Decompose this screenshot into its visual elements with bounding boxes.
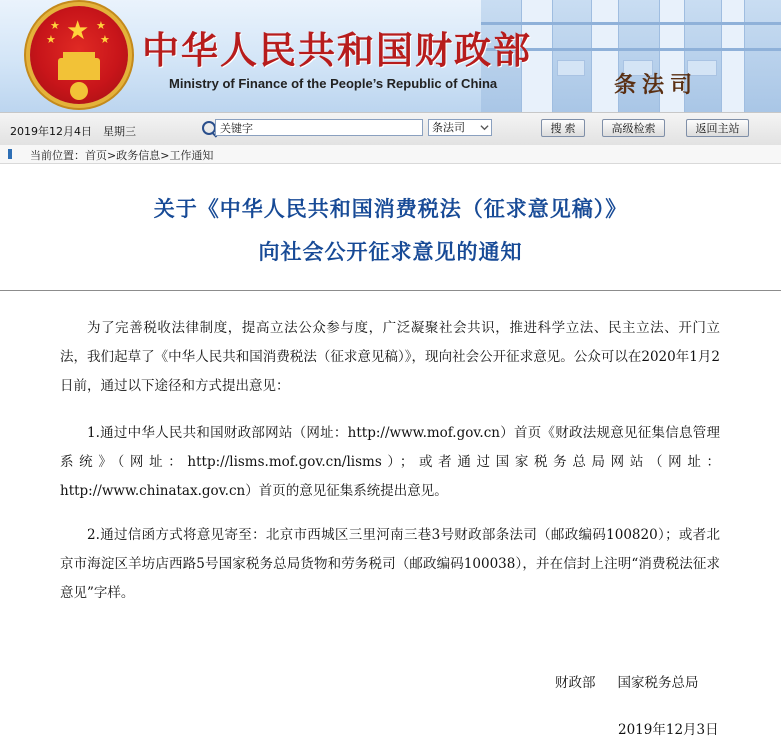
signer-ministry-of-finance: 财政部 <box>555 675 596 691</box>
article-signers <box>555 671 699 691</box>
search-button[interactable]: 搜 索 <box>541 119 585 137</box>
toolbar <box>0 112 781 146</box>
breadcrumb-home-link[interactable]: 首页 <box>85 149 107 162</box>
search-icon <box>202 121 216 135</box>
scope-select-value: 条法司 <box>432 121 465 134</box>
site-title: 中华人民共和国财政部 <box>142 28 532 72</box>
breadcrumb-text: 当前位置：首页>政务信息>工作通知 <box>30 149 214 162</box>
breadcrumb <box>0 145 781 164</box>
chevron-down-icon <box>480 123 489 132</box>
signer-tax-administration: 国家税务总局 <box>617 675 699 691</box>
current-date: 2019年12月4日 <box>10 125 92 138</box>
title-divider <box>0 290 781 291</box>
breadcrumb-label: 当前位置： <box>30 149 85 162</box>
breadcrumb-marker-icon <box>8 149 12 159</box>
scope-select[interactable] <box>428 119 492 136</box>
current-weekday: 星期三 <box>103 125 136 138</box>
advanced-search-button[interactable]: 高级检索 <box>602 119 665 137</box>
return-home-button[interactable]: 返回主站 <box>686 119 749 137</box>
department-name: 条法司 <box>614 72 699 98</box>
breadcrumb-notice-link[interactable]: 工作通知 <box>169 149 214 162</box>
article-paragraph-3: 2.通过信函方式将意见寄至：北京市西城区三里河南三巷3号财政部条法司（邮政编码100820）；或者北京市海淀区羊坊店西路5号国家税务总局货物和劳务税司（邮政编码100038），并在信封上注明“消费税法征求意见”字样。 <box>60 527 720 601</box>
article-title-line-1: 关于《中华人民共和国消费税法（征求意见稿）》 <box>153 196 628 221</box>
header-banner <box>0 0 781 112</box>
article-paragraph-1: 为了完善税收法律制度，提高立法公众参与度，广泛凝聚社会共识，推进科学立法、民主立法、开门立法，我们起草了《中华人民共和国消费税法（征求意见稿）》，现向社会公开征求意见。公众可以在2020年1月2日前，通过以下途径和方式提出意见： <box>60 320 720 394</box>
article-sign-date: 2019年12月3日 <box>618 722 719 738</box>
breadcrumb-news-link[interactable]: 政务信息 <box>116 149 161 162</box>
article-title-line-2: 向社会公开征求意见的通知 <box>258 239 523 264</box>
article-paragraph-2: 1.通过中华人民共和国财政部网站（网址：http://www.mof.gov.cn）首页《财政法规意见征集信息管理系统》（网址：http://lisms.mof.gov.cn/lisms）；或者通过国家税务总局网站（网址：http://www.chinatax.gov.cn）首页的意见征集系统提出意见。 <box>60 425 720 499</box>
keyword-input[interactable] <box>215 119 423 136</box>
site-title-english: Ministry of Finance of the People’s Republic of China <box>169 76 498 91</box>
national-emblem-icon[interactable]: ★ ★ ★ ★ ★ <box>30 6 128 104</box>
